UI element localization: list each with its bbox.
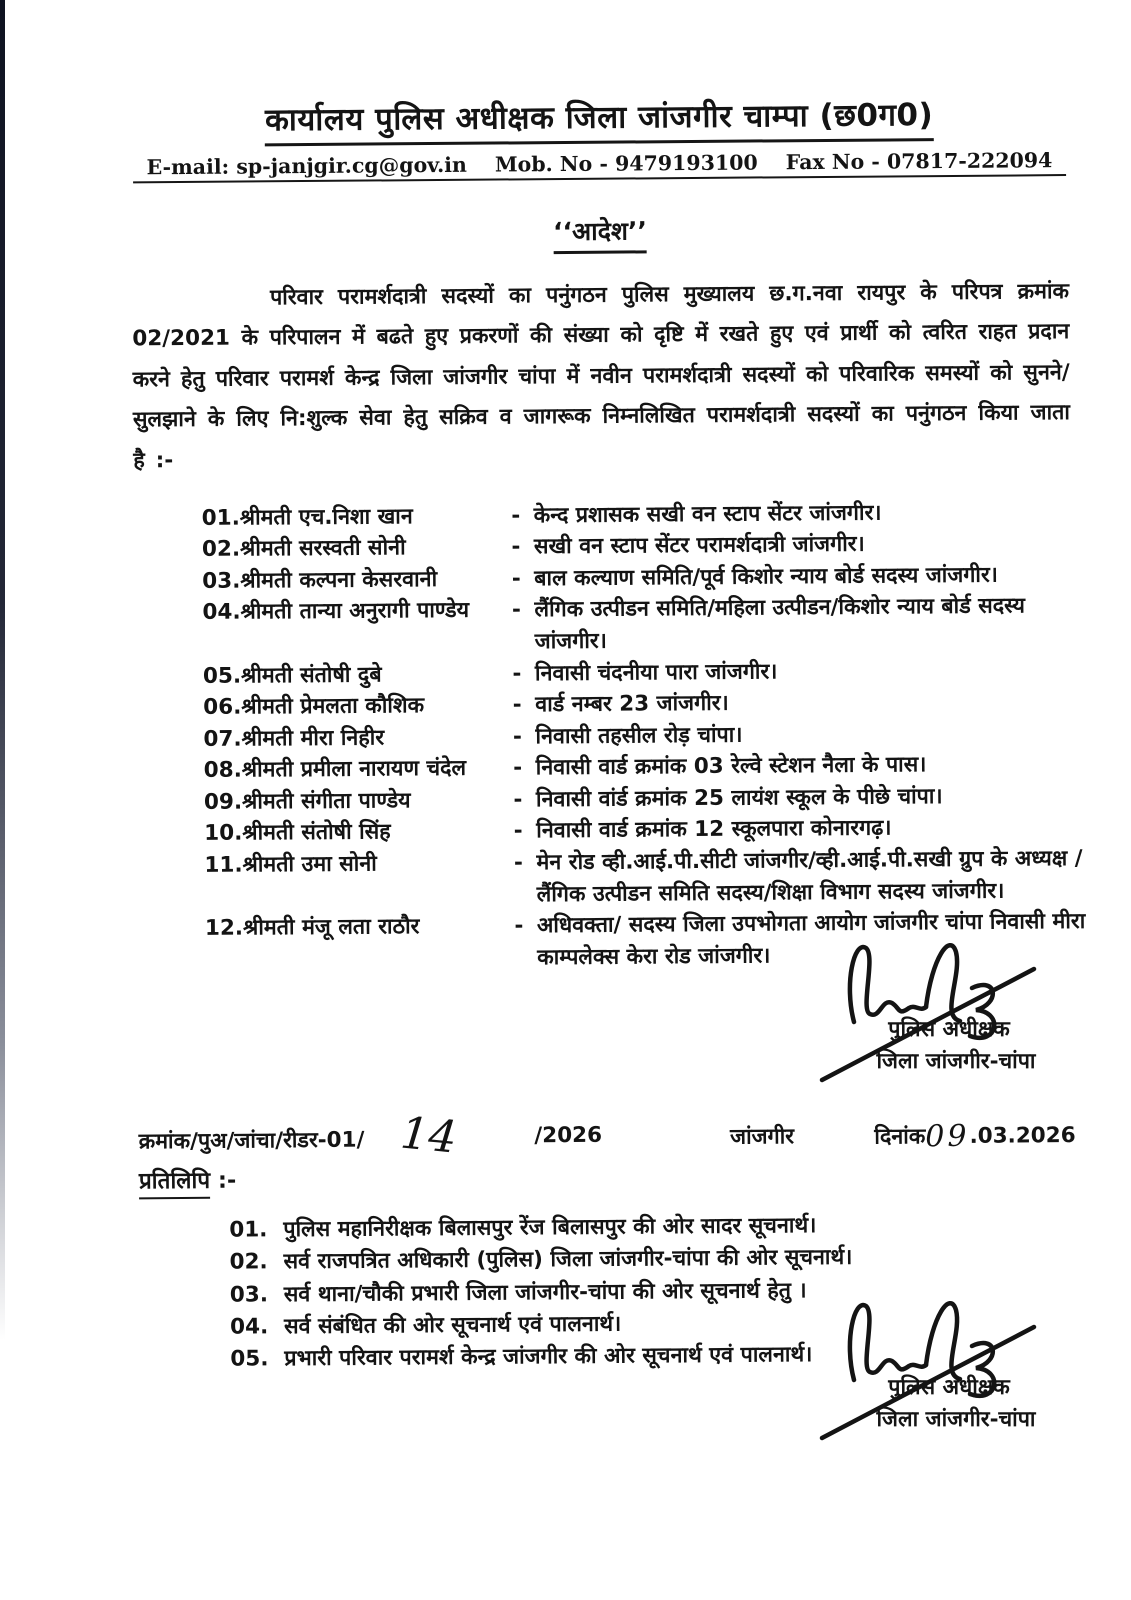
reference-date	[874, 1119, 1076, 1155]
reference-year: /2026	[534, 1123, 603, 1149]
member-name-text: श्रीमती मंजू लता राठौर	[242, 914, 420, 941]
dash-separator: -	[512, 724, 523, 750]
member-name-text: श्रीमती संगीता पाण्डेय	[241, 788, 411, 815]
member-number: 07.	[203, 726, 242, 752]
dash-separator: -	[513, 850, 524, 876]
member-detail: वार्ड नम्बर 23 जांजगीर।	[535, 690, 729, 718]
member-name-text: श्रीमती सरस्वती सोनी	[239, 535, 406, 562]
member-name	[203, 690, 499, 724]
member-detail: निवासी वार्ड क्रमांक 12 स्कूलपारा कोनारगढ़।	[536, 815, 892, 844]
member-name	[204, 753, 500, 787]
dash-separator: -	[512, 692, 522, 718]
copy-number: 03.	[229, 1281, 269, 1308]
handwritten-day: 09	[925, 1119, 970, 1155]
members-list	[134, 496, 1086, 977]
member-name	[203, 721, 499, 755]
member-row	[137, 906, 1086, 977]
member-number: 09.	[203, 789, 243, 815]
member-detail: सखी वन स्टाप सेंटर परामर्शदात्री जांजगीर।	[533, 531, 865, 560]
member-detail: निवासी तहसील रोड़ चांपा।	[535, 722, 743, 749]
member-name	[205, 911, 501, 945]
member-number: 10.	[204, 821, 243, 847]
order-body-paragraph: परिवार परामर्शदात्री सदस्यों का पनुंगठन पुलिस मुख्यालय छ.ग.नवा रायपुर के परिपत्र क्रमांक 02/2021 के परिपालन में बढते हुए प्रकरणों की संख्या को दृष्टि में रखते हुए एवं प्रार्थी को त्वरित राहत प्रदान करने हेतु परिवार परामर्श केन्द्र जिला जांजगीर चांपा में नवीन परामर्शदात्री सदस्यों को परिवारिक समस्यों को सुनने/सुलझाने के लिए नि:शुल्क सेवा हेतु सक्रिव व जागरूक निम्नलिखित परामर्शदात्री सदस्यों का पनुंगठन किया जाता है :-	[132, 279, 1071, 474]
copies-heading-colon: :-	[210, 1167, 237, 1194]
order-title-row	[131, 210, 1068, 257]
member-name-text: श्रीमती कल्पना केसरवानी	[240, 566, 438, 594]
dash-separator: -	[511, 597, 522, 623]
member-name	[203, 658, 499, 692]
member-number: 11.	[204, 852, 243, 878]
contact-line	[131, 148, 1068, 183]
email-text: E-mail: sp-janjgir.cg@gov.in	[146, 152, 467, 180]
member-name	[204, 816, 500, 850]
dash-separator: -	[511, 534, 521, 560]
dash-separator: -	[513, 818, 523, 844]
member-number: 01.	[201, 505, 240, 531]
member-number: 08.	[203, 757, 242, 784]
member-name	[204, 848, 500, 882]
member-number: 03.	[202, 568, 241, 594]
copy-text: प्रभारी परिवार परामर्श केन्द्र जांजगीर की ओर सूचनार्थ एवं पालनार्थ।	[284, 1342, 813, 1372]
member-detail: अधिवक्ता/ सदस्य जिला उपभोगता आयोग जांजगीर चांपा निवासी मीरा काम्पलेक्स केरा रोड जांजगीर।	[536, 909, 1086, 971]
copy-text: सर्व राजपत्रित अधिकारी (पुलिस) जिला जांजगीर-चांपा की ओर सूचनार्थ।	[283, 1245, 853, 1275]
copy-number: 01.	[229, 1217, 268, 1243]
member-name-text: श्रीमती उमा सोनी	[242, 851, 377, 878]
member-detail: निवासी वांर्ड क्रमांक 25 लायंश स्कूल के पीछे चांपा।	[535, 783, 943, 813]
signature-block-top	[824, 1014, 1074, 1079]
handwritten-dispatch-number: 14	[398, 1107, 459, 1165]
signatory-designation: पुलिस अधीक्षक	[888, 1017, 1010, 1042]
fax-text: Fax No - 07817-222094	[785, 148, 1053, 175]
dash-separator: -	[511, 566, 521, 592]
office-title: कार्यालय पुलिस अधीक्षक जिला जांजगीर चाम्पा (छ0ग0)	[265, 93, 934, 146]
member-name-text: श्रीमती प्रमीला नारायण चंदेल	[241, 756, 467, 783]
signature-block-bottom	[824, 1372, 1074, 1437]
member-name-text: श्रीमती एच.निशा खान	[239, 503, 413, 531]
member-name-text: श्रीमती संतोषी दुबे	[240, 661, 382, 689]
order-title: ‘‘आदेश’’	[553, 213, 647, 254]
member-number: 12.	[204, 915, 244, 942]
member-name-text: श्रीमती तान्या अनुरागी पाण्डेय	[240, 598, 470, 625]
member-number: 05.	[202, 663, 242, 689]
member-number: 04.	[202, 599, 241, 626]
copies-list	[139, 1208, 1077, 1377]
member-row	[134, 590, 1071, 661]
member-name-text: श्रीमती प्रेमलता कौशिक	[241, 693, 425, 720]
reference-number-prefix: क्रमांक/पुअ/जांचा/रीडर-01/	[138, 1128, 365, 1155]
copy-text: सर्व संबंधित की ओर सूचनार्थ एवं पालनार्थ।	[283, 1311, 622, 1340]
member-name	[202, 563, 498, 597]
member-detail: बाल कल्याण समिति/पूर्व किशोर न्याय बोर्ड सदस्य जांजगीर।	[534, 562, 998, 591]
contact-underline	[132, 148, 1066, 183]
signatory-district: जिला जांजगीर-चांपा	[876, 1049, 1036, 1075]
mobile-text: Mob. No - 9479193100	[494, 150, 758, 177]
copy-text: पुलिस महानिरीक्षक बिलासपुर रेंज बिलासपुर की ओर सादर सूचनार्थ।	[283, 1213, 817, 1243]
member-name-text: श्रीमती मीरा निहीर	[241, 725, 385, 752]
signatory-district: जिला जांजगीर-चांपा	[876, 1407, 1036, 1433]
member-name	[202, 595, 498, 629]
member-detail: केन्द प्रशासक सखी वन स्टाप सेंटर जांजगीर।	[533, 500, 882, 528]
copy-text: सर्व थाना/चौकी प्रभारी जिला जांजगीर-चांपा की ओर सूचनार्थ हेतु ।	[283, 1277, 807, 1307]
copy-number: 05.	[230, 1346, 269, 1372]
member-detail: निवासी चंदनीया पारा जांजगीर।	[534, 658, 778, 686]
copy-number: 04.	[229, 1314, 269, 1340]
member-name	[204, 784, 500, 818]
dash-separator: -	[514, 913, 524, 939]
copies-heading-word: प्रतिलिपि	[139, 1164, 210, 1200]
member-detail: मेन रोड व्ही.आई.पी.सीटी जांजगीर/व्ही.आई.पी.सखी ग्रुप के अध्यक्ष /लैंगिक उत्पीडन समिति सदस्य/शिक्षा विभाग सदस्य जांजगीर।	[536, 846, 1083, 907]
member-row	[136, 843, 1083, 914]
date-label: दिनांक	[874, 1124, 926, 1151]
dash-separator: -	[512, 660, 522, 686]
copies-heading-row	[139, 1157, 1076, 1199]
member-name	[202, 500, 498, 534]
date-rest: .03.2026	[969, 1123, 1076, 1150]
dash-separator: -	[511, 502, 521, 528]
member-detail: लैंगिक उत्पीडन समिति/महिला उत्पीडन/किशोर न्याय बोर्ड सदस्य जांजगीर।	[534, 593, 1026, 655]
letterhead	[130, 92, 1067, 147]
copy-number: 02.	[229, 1249, 268, 1275]
dash-separator: -	[513, 787, 523, 813]
member-name	[202, 532, 498, 566]
member-detail: निवासी वार्ड क्रमांक 03 रेल्वे स्टेशन नैला के पास।	[535, 752, 927, 781]
copy-row	[230, 1337, 1077, 1376]
member-name-text: श्रीमती संतोषी सिंह	[242, 819, 391, 847]
reference-line	[138, 1107, 1076, 1165]
dash-separator: -	[513, 755, 523, 781]
signatory-designation: पुलिस अधीक्षक	[888, 1375, 1010, 1400]
member-number: 02.	[201, 536, 241, 562]
member-number: 06.	[203, 694, 242, 720]
reference-place: जांजगीर	[729, 1124, 795, 1151]
